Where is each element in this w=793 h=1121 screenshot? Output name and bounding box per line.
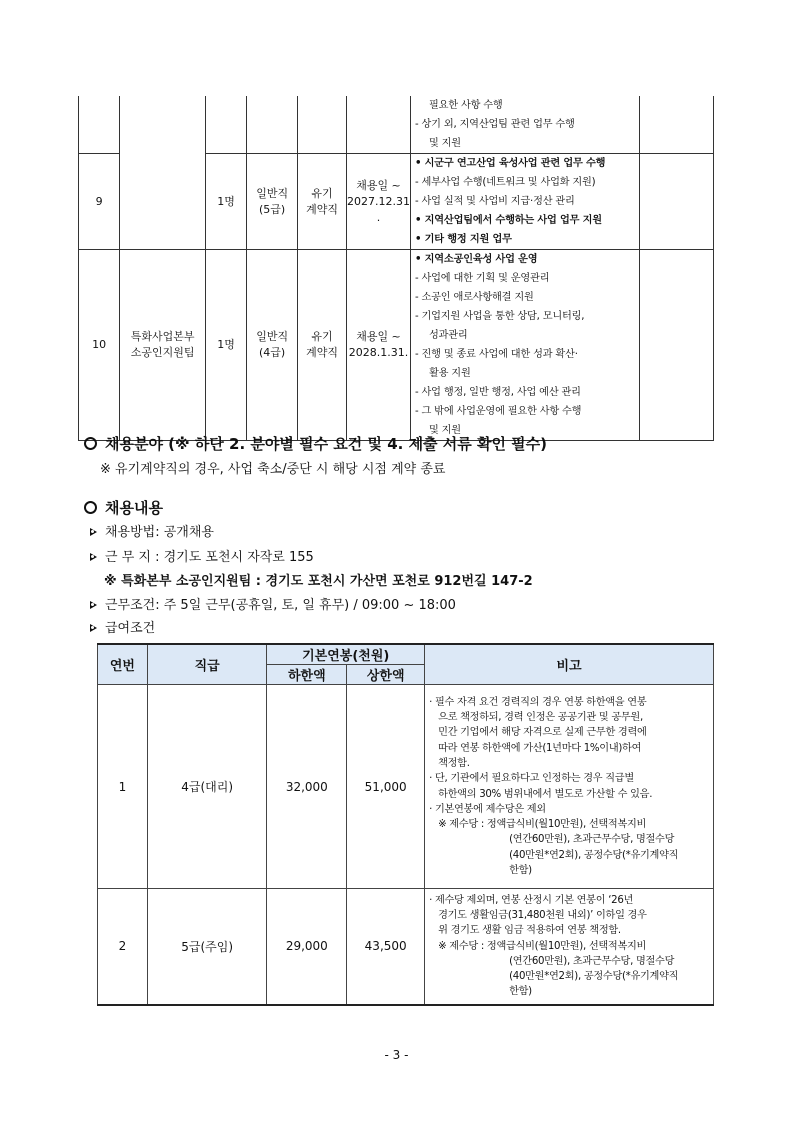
note-line: ※ 제수당 : 정액급식비(월10만원), 선택적복지비 — [438, 940, 647, 952]
note-line: (40만원*연2회), 공정수당(*유기계약직 — [509, 849, 679, 861]
duty-line: - 기업지원 사업을 통한 상담, 모니터링, — [414, 311, 585, 322]
header-no: 연번 — [98, 644, 148, 685]
duty-line: 성과관리 — [428, 330, 468, 341]
cell-min: 32,000 — [267, 685, 347, 889]
work-location: 근 무 지 : 경기도 포천시 자작로 155 — [90, 546, 314, 565]
cell-grade — [247, 96, 298, 154]
cell-grade: 5급(주임) — [147, 889, 267, 1005]
bullet-icon — [90, 623, 99, 632]
note-line: · 단, 기관에서 필요하다고 인정하는 경우 직급별 — [429, 773, 634, 785]
header-max: 상한액 — [347, 665, 425, 685]
note-line: · 제수당 제외며, 연봉 산정시 기본 연봉이 ‘26년 — [429, 894, 634, 906]
cell-blank — [640, 96, 714, 154]
duty-line: - 세부사업 수행(네트워크 및 사업화 지원) — [414, 177, 596, 188]
cell-duties — [410, 250, 639, 441]
note-line: 민간 기업에서 해당 자격으로 실제 근무한 경력에 — [438, 727, 647, 739]
header-note: 비고 — [425, 644, 714, 685]
note-line: 하한액의 30% 범위내에서 별도로 가산할 수 있음. — [438, 788, 653, 800]
cell-count: 1명 — [206, 154, 247, 250]
duty-line: - 상기 외, 지역산업팀 관련 업무 수행 — [414, 119, 575, 130]
table-row — [79, 250, 714, 441]
duty-line: - 사업 행정, 일반 행정, 사업 예산 관리 — [414, 387, 581, 398]
work-location-note: ※ 특화본부 소공인지원팀 : 경기도 포천시 가산면 포천로 912번길 147-2 — [104, 574, 533, 589]
duty-line: • 지역산업팀에서 수행하는 사업 업무 지원 — [414, 215, 602, 226]
salary-conditions-title: 급여조건 — [90, 617, 155, 636]
duty-line: - 그 밖에 사업운영에 필요한 사항 수행 — [414, 406, 582, 417]
duty-line: 필요한 사항 수행 — [428, 100, 503, 111]
note-line: 경기도 생활임금(31,480천원 내외)’ 이하일 경우 — [438, 910, 647, 921]
circle-icon — [84, 437, 97, 450]
header-min: 하한액 — [267, 665, 347, 685]
duty-line: 및 지원 — [428, 425, 461, 436]
section-recruit-field-note: ※ 유기계약직의 경우, 사업 축소/중단 시 해당 시점 계약 종료 — [100, 462, 446, 477]
duty-line: - 진행 및 종료 사업에 대한 성과 확산· — [414, 349, 578, 360]
duty-line: • 지역소공인육성 사업 운영 — [414, 254, 538, 265]
note-line: 위 경기도 생활 임금 적용하여 연봉 책정함. — [438, 925, 621, 937]
page-number: - 3 - — [384, 1048, 409, 1062]
cell-type — [298, 96, 347, 154]
section-recruit-field-title: 채용분야 (※ 하단 2. 분야별 필수 요건 및 4. 제출 서류 확인 필수) — [84, 433, 547, 454]
table-row — [98, 889, 714, 1005]
duty-line: 활용 지원 — [428, 368, 471, 379]
header-grade: 직급 — [147, 644, 267, 685]
cell-no: 9 — [79, 154, 120, 250]
cell-max: 51,000 — [347, 685, 425, 889]
duty-line: - 소공인 애로사항해결 지원 — [414, 292, 534, 303]
duty-line: • 시군구 연고산업 육성사업 관련 업무 수행 — [414, 158, 606, 169]
cell-grade: 4급(대리) — [147, 685, 267, 889]
duty-line: • 기타 행정 지원 업무 — [414, 234, 512, 245]
cell-dept — [120, 96, 206, 250]
cell-note — [425, 889, 714, 1005]
cell-blank — [640, 250, 714, 441]
note-line: · 필수 자격 요건 경력직의 경우 연봉 하한액을 연봉 — [429, 696, 647, 708]
note-line: 책정함. — [438, 757, 470, 769]
note-line: 따라 연봉 하한액에 가산(1년마다 1%이내)하여 — [438, 742, 642, 754]
cell-type: 유기 계약직 — [298, 250, 347, 441]
cell-dept: 특화사업본부 소공인지원팀 — [120, 250, 206, 441]
duty-line: - 사업에 대한 기획 및 운영관리 — [414, 273, 550, 284]
cell-max: 43,500 — [347, 889, 425, 1005]
note-line: 한함) — [509, 864, 532, 876]
cell-min: 29,000 — [267, 889, 347, 1005]
table-row — [79, 96, 714, 154]
cell-period — [347, 96, 411, 154]
note-line: 한함) — [509, 986, 532, 998]
note-line: · 기본연봉에 제수당은 제외 — [429, 803, 546, 815]
cell-duties — [410, 154, 639, 250]
note-line: (40만원*연2회), 공정수당(*유기계약직 — [509, 971, 679, 983]
cell-count: 1명 — [206, 250, 247, 441]
table-row — [98, 685, 714, 889]
section-recruit-content-title: 채용내용 — [84, 497, 163, 518]
positions-table — [78, 96, 714, 441]
cell-count — [206, 96, 247, 154]
note-line: (연간60만원), 초과근무수당, 명절수당 — [509, 955, 675, 967]
cell-no: 1 — [98, 685, 148, 889]
bullet-icon — [90, 527, 99, 536]
work-conditions: 근무조건: 주 5일 근무(공휴일, 토, 일 휴무) / 09:00 ~ 18:00 — [90, 594, 456, 613]
recruit-method: 채용방법: 공개채용 — [90, 521, 214, 540]
note-line: ※ 제수당 : 정액급식비(월10만원), 선택적복지비 — [438, 819, 647, 831]
cell-blank — [640, 154, 714, 250]
cell-no — [79, 96, 120, 154]
duty-line: 및 지원 — [428, 138, 461, 149]
bullet-icon — [90, 552, 99, 561]
cell-type: 유기 계약직 — [298, 154, 347, 250]
cell-note — [425, 685, 714, 889]
cell-duties — [410, 96, 639, 154]
header-base-salary: 기본연봉(천원) — [267, 644, 425, 665]
circle-icon — [84, 501, 97, 514]
cell-grade: 일반직 (5급) — [247, 154, 298, 250]
cell-period: 채용일 ~ 2028.1.31. — [347, 250, 411, 441]
bullet-icon — [90, 600, 99, 609]
cell-no: 10 — [79, 250, 120, 441]
cell-no: 2 — [98, 889, 148, 1005]
duty-line: - 사업 실적 및 사업비 지급·정산 관리 — [414, 196, 575, 207]
salary-table — [97, 643, 714, 1006]
note-line: (연간60만원), 초과근무수당, 명절수당 — [509, 834, 675, 846]
note-line: 으로 책정하되, 경력 인정은 공공기관 및 공무원, — [438, 712, 643, 724]
cell-period: 채용일 ~ 2027.12.31 . — [347, 154, 411, 250]
cell-grade: 일반직 (4급) — [247, 250, 298, 441]
